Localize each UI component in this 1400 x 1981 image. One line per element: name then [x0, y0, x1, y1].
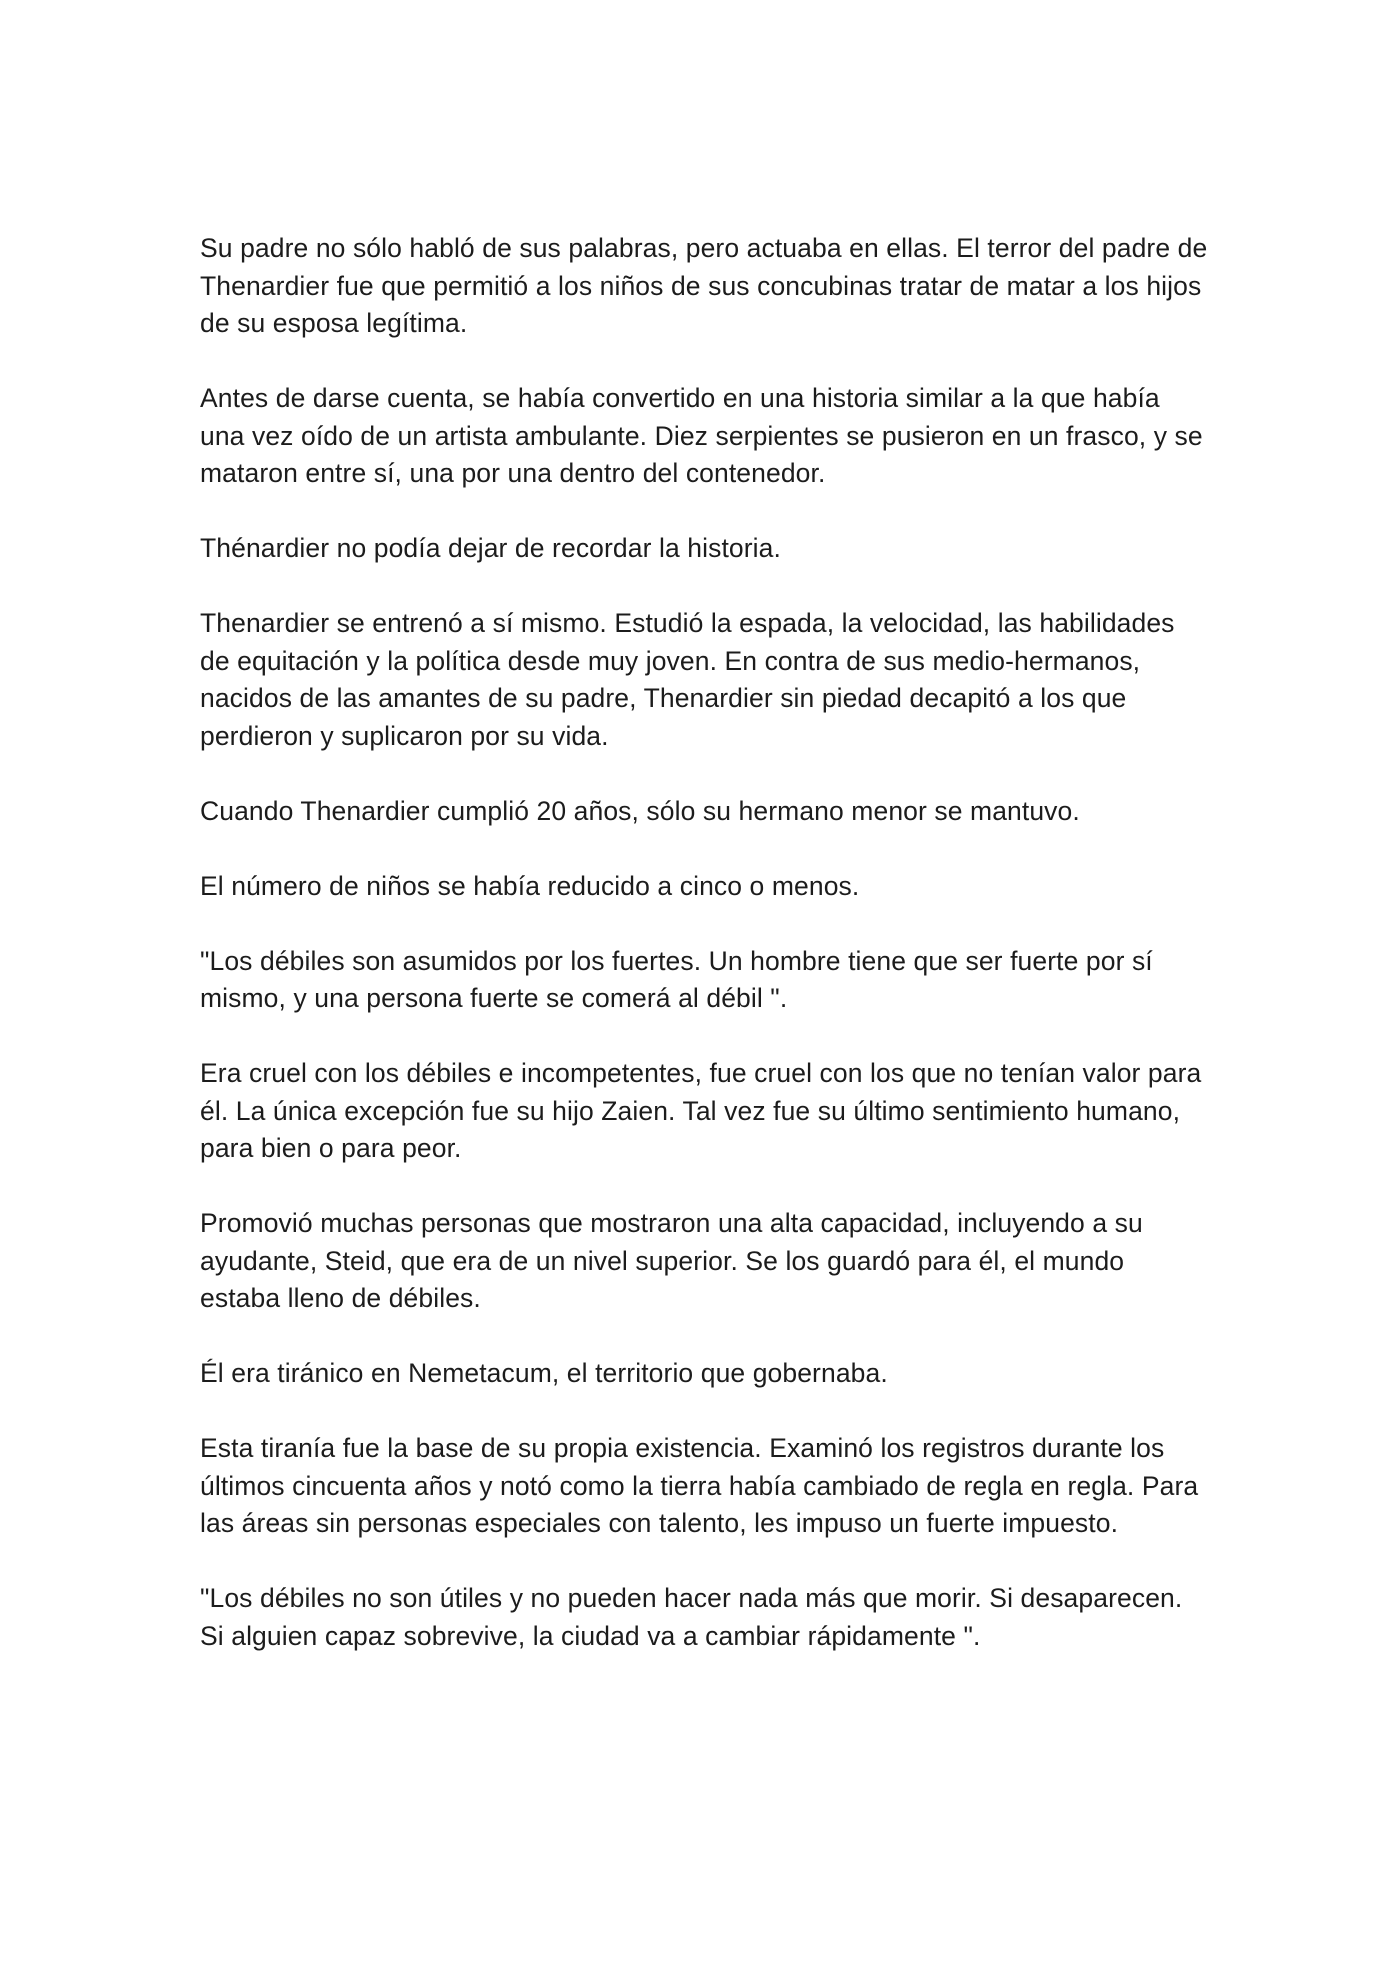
- document-page: [200, 230, 1210, 1693]
- paragraph-12: "Los débiles no son útiles y no pueden hacer nada más que morir. Si desaparecen. Si alguien capaz sobrevive, la ciudad va a cambiar rápidamente ".: [200, 1583, 1183, 1651]
- paragraph-5: Cuando Thenardier cumplió 20 años, sólo su hermano menor se mantuvo.: [200, 795, 1080, 826]
- paragraph-1: Su padre no sólo habló de sus palabras, pero actuaba en ellas. El terror del padre de Thenardier fue que permitió a los niños de sus concubinas tratar de matar a los hijos de su esposa legítima.: [200, 233, 1208, 338]
- paragraph-8: Era cruel con los débiles e incompetentes, fue cruel con los que no tenían valor para él. La única excepción fue su hijo Zaien. Tal vez fue su último sentimiento humano, para bien o para peor.: [200, 1058, 1202, 1163]
- paragraph-6: El número de niños se había reducido a cinco o menos.: [200, 870, 860, 901]
- paragraph-2: Antes de darse cuenta, se había convertido en una historia similar a la que había una vez oído de un artista ambulante. Diez serpientes se pusieron en un frasco, y se mataron entre sí, una por una dentro del contenedor.: [200, 383, 1203, 488]
- paragraph-3: Thénardier no podía dejar de recordar la historia.: [200, 533, 781, 563]
- paragraph-4: Thenardier se entrenó a sí mismo. Estudió la espada, la velocidad, las habilidades de equitación y la política desde muy joven. En contra de sus medio-hermanos, nacidos de las amantes de su padre, Thenardier sin piedad decapitó a los que perdieron y suplicaron por su vida.: [200, 608, 1175, 751]
- paragraph-11: Esta tiranía fue la base de su propia existencia. Examinó los registros durante los últimos cincuenta años y notó como la tierra había cambiado de regla en regla. Para las áreas sin personas especiales con talento, les impuso un fuerte impuesto.: [200, 1433, 1199, 1538]
- paragraph-9: Promovió muchas personas que mostraron una alta capacidad, incluyendo a su ayudante, Steid, que era de un nivel superior. Se los guardó para él, el mundo estaba lleno de débiles.: [200, 1208, 1143, 1313]
- paragraph-7: "Los débiles son asumidos por los fuertes. Un hombre tiene que ser fuerte por sí mismo, y una persona fuerte se comerá al débil ".: [200, 945, 1153, 1013]
- paragraph-10: Él era tiránico en Nemetacum, el territorio que gobernaba.: [200, 1358, 888, 1388]
